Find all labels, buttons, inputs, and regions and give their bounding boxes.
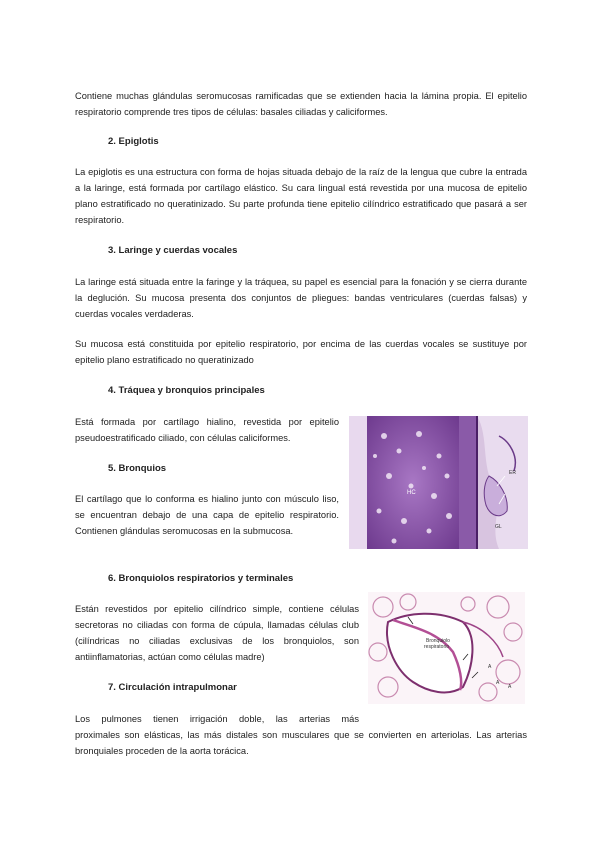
label-respiratorio: respiratorio [424, 644, 450, 650]
heading-bronquiolos: 6. Bronquiolos respiratorios y terminales [108, 573, 294, 584]
paragraph-laringe-2: Su mucosa está constituida por epitelio respiratorio, por encima de las cuerdas vocales se sustituye por epitelio plano estratificado no queratinizado [75, 339, 527, 365]
label-a-2: A [496, 680, 500, 686]
heading-laringe: 3. Laringe y cuerdas vocales [108, 245, 238, 256]
paragraph-circulacion-2: proximales son elásticas, las más distales son musculares que se convierten en arteriolas. Las arterias bronquiales proceden de la aorta torácica. [75, 730, 527, 756]
label-a-1: A [488, 664, 492, 670]
heading-epiglotis: 2. Epiglotis [108, 136, 159, 147]
paragraph-laringe-1: La laringe está situada entre la faringe y la tráquea, su papel es esencial para la fonación y se cierra durante la deglución. Su mucosa presenta dos conjuntos de pliegues: bandas ventriculares (cuerdas falsas) y cuerdas vocales verdaderas. [75, 277, 527, 319]
heading-traquea: 4. Tráquea y bronquios principales [108, 385, 265, 396]
label-er: ER [509, 470, 516, 476]
label-gl: GL [495, 524, 502, 530]
heading-bronquios: 5. Bronquios [108, 463, 167, 474]
paragraph-bronquios: El cartílago que lo conforma es hialino junto con músculo liso, se encuentran debajo de una capa de epitelio respiratorio. Contienen glándulas seromucosas en la submucosa. [75, 494, 339, 536]
heading-circulacion: 7. Circulación intrapulmonar [108, 682, 237, 693]
label-hc: HC [407, 490, 416, 496]
intro-paragraph: Contiene muchas glándulas seromucosas ramificadas que se extienden hacia la lámina propia. El epitelio respiratorio comprende tres tipos de células: basales ciliadas y caliciformes. [75, 91, 527, 117]
bronchiole-histology-image [368, 592, 525, 704]
paragraph-circulacion-1: Los pulmones tienen irrigación doble, las arterias más [75, 714, 359, 724]
paragraph-epiglotis: La epiglotis es una estructura con forma de hojas situada debajo de la raíz de la lengua que cubre la entrada a la laringe, está formada por cartílago elástico. Su cara lingual está revestida por una mucosa de epitelio plano estratificado no queratinizado. Su parte profunda tiene epitelio cilíndrico estratificado que pasará a ser respiratorio. [75, 167, 527, 225]
paragraph-bronquiolos: Están revestidos por epitelio cilíndrico simple, contiene células secretoras no ciliadas con forma de cúpula, llamadas células club (cilíndricas no ciliadas exclusivas de los bronquiolos, son antiinflamatorias, actúan como células madre) [75, 604, 359, 662]
trachea-histology-image [349, 416, 528, 549]
label-a-3: A [508, 684, 512, 690]
paragraph-traquea: Está formada por cartílago hialino, revestida por epitelio pseudoestratificado ciliado, con células caliciformes. [75, 417, 339, 443]
label-bronquiolo: Bronquiolo [426, 638, 450, 644]
